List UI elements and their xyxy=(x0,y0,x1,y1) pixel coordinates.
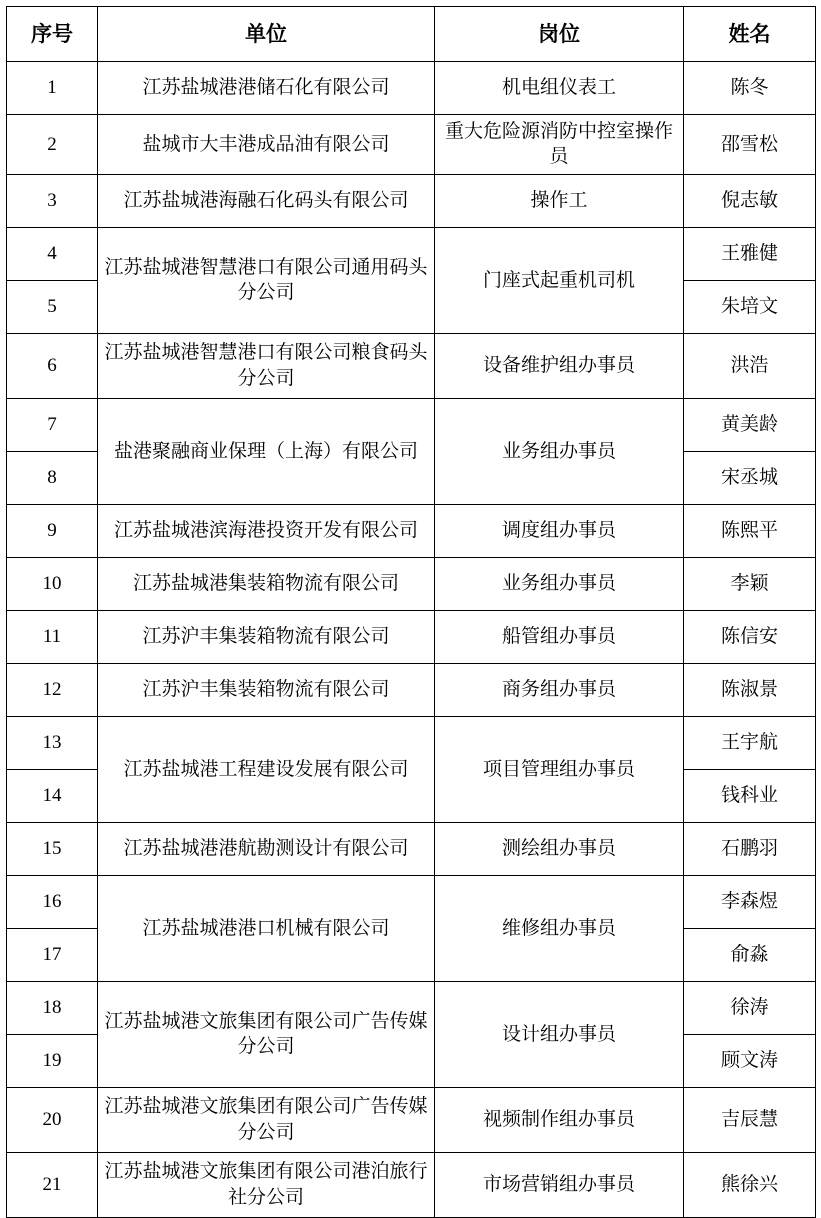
cell-name: 徐涛 xyxy=(684,981,816,1034)
cell-post: 船管组办事员 xyxy=(435,610,684,663)
cell-unit: 江苏盐城港滨海港投资开发有限公司 xyxy=(98,504,435,557)
cell-unit: 江苏盐城港集装箱物流有限公司 xyxy=(98,557,435,610)
table-row xyxy=(7,822,816,875)
cell-unit: 江苏盐城港工程建设发展有限公司 xyxy=(98,716,435,822)
cell-name: 陈淑景 xyxy=(684,663,816,716)
cell-name: 王雅健 xyxy=(684,227,816,280)
cell-seq: 9 xyxy=(7,504,98,557)
cell-seq: 1 xyxy=(7,62,98,115)
cell-unit: 江苏盐城港港口机械有限公司 xyxy=(98,875,435,981)
column-header-unit: 单位 xyxy=(98,7,435,62)
cell-seq: 2 xyxy=(7,115,98,175)
cell-seq: 3 xyxy=(7,174,98,227)
cell-name: 李森煜 xyxy=(684,875,816,928)
cell-seq: 10 xyxy=(7,557,98,610)
cell-name: 熊徐兴 xyxy=(684,1152,816,1217)
cell-post: 机电组仪表工 xyxy=(435,62,684,115)
cell-post: 商务组办事员 xyxy=(435,663,684,716)
cell-unit: 江苏盐城港智慧港口有限公司通用码头分公司 xyxy=(98,227,435,333)
cell-post: 项目管理组办事员 xyxy=(435,716,684,822)
cell-post: 设计组办事员 xyxy=(435,981,684,1087)
cell-unit: 江苏沪丰集装箱物流有限公司 xyxy=(98,663,435,716)
column-header-seq: 序号 xyxy=(7,7,98,62)
cell-name: 陈冬 xyxy=(684,62,816,115)
cell-seq: 18 xyxy=(7,981,98,1034)
cell-unit: 盐港聚融商业保理（上海）有限公司 xyxy=(98,398,435,504)
cell-seq: 8 xyxy=(7,451,98,504)
cell-post: 视频制作组办事员 xyxy=(435,1087,684,1152)
cell-name: 陈信安 xyxy=(684,610,816,663)
cell-seq: 5 xyxy=(7,280,98,333)
table-header-row xyxy=(7,7,816,62)
cell-seq: 21 xyxy=(7,1152,98,1217)
cell-name: 黄美龄 xyxy=(684,398,816,451)
cell-seq: 13 xyxy=(7,716,98,769)
table-row xyxy=(7,174,816,227)
cell-seq: 15 xyxy=(7,822,98,875)
cell-name: 洪浩 xyxy=(684,333,816,398)
cell-seq: 14 xyxy=(7,769,98,822)
cell-name: 邵雪松 xyxy=(684,115,816,175)
cell-name: 倪志敏 xyxy=(684,174,816,227)
cell-seq: 20 xyxy=(7,1087,98,1152)
cell-name: 朱培文 xyxy=(684,280,816,333)
table-row xyxy=(7,716,816,769)
cell-unit: 江苏沪丰集装箱物流有限公司 xyxy=(98,610,435,663)
cell-seq: 19 xyxy=(7,1034,98,1087)
table-row xyxy=(7,504,816,557)
roster-table xyxy=(6,6,816,1218)
cell-unit: 江苏盐城港港储石化有限公司 xyxy=(98,62,435,115)
cell-post: 操作工 xyxy=(435,174,684,227)
table-row xyxy=(7,227,816,280)
cell-name: 李颖 xyxy=(684,557,816,610)
cell-post: 重大危险源消防中控室操作员 xyxy=(435,115,684,175)
cell-name: 王宇航 xyxy=(684,716,816,769)
cell-post: 业务组办事员 xyxy=(435,557,684,610)
cell-name: 钱科业 xyxy=(684,769,816,822)
cell-name: 俞淼 xyxy=(684,928,816,981)
cell-post: 设备维护组办事员 xyxy=(435,333,684,398)
cell-seq: 7 xyxy=(7,398,98,451)
cell-seq: 12 xyxy=(7,663,98,716)
table-row xyxy=(7,557,816,610)
cell-post: 测绘组办事员 xyxy=(435,822,684,875)
cell-unit: 江苏盐城港海融石化码头有限公司 xyxy=(98,174,435,227)
cell-unit: 盐城市大丰港成品油有限公司 xyxy=(98,115,435,175)
column-header-name: 姓名 xyxy=(684,7,816,62)
table-row xyxy=(7,875,816,928)
cell-seq: 17 xyxy=(7,928,98,981)
table-row xyxy=(7,981,816,1034)
cell-unit: 江苏盐城港文旅集团有限公司港泊旅行社分公司 xyxy=(98,1152,435,1217)
cell-post: 市场营销组办事员 xyxy=(435,1152,684,1217)
cell-post: 门座式起重机司机 xyxy=(435,227,684,333)
cell-seq: 4 xyxy=(7,227,98,280)
cell-name: 石鹏羽 xyxy=(684,822,816,875)
table-row xyxy=(7,62,816,115)
cell-name: 顾文涛 xyxy=(684,1034,816,1087)
table-row xyxy=(7,115,816,175)
table-row xyxy=(7,1087,816,1152)
cell-seq: 16 xyxy=(7,875,98,928)
cell-name: 陈熙平 xyxy=(684,504,816,557)
table-row xyxy=(7,398,816,451)
table-row xyxy=(7,1152,816,1217)
table-row xyxy=(7,610,816,663)
cell-unit: 江苏盐城港文旅集团有限公司广告传媒分公司 xyxy=(98,981,435,1087)
cell-unit: 江苏盐城港港航勘测设计有限公司 xyxy=(98,822,435,875)
table-row xyxy=(7,663,816,716)
table-row xyxy=(7,333,816,398)
cell-post: 调度组办事员 xyxy=(435,504,684,557)
cell-name: 宋丞城 xyxy=(684,451,816,504)
cell-unit: 江苏盐城港文旅集团有限公司广告传媒分公司 xyxy=(98,1087,435,1152)
cell-seq: 11 xyxy=(7,610,98,663)
cell-post: 维修组办事员 xyxy=(435,875,684,981)
column-header-post: 岗位 xyxy=(435,7,684,62)
table-body xyxy=(7,62,816,1218)
cell-unit: 江苏盐城港智慧港口有限公司粮食码头分公司 xyxy=(98,333,435,398)
cell-name: 吉辰慧 xyxy=(684,1087,816,1152)
cell-post: 业务组办事员 xyxy=(435,398,684,504)
cell-seq: 6 xyxy=(7,333,98,398)
